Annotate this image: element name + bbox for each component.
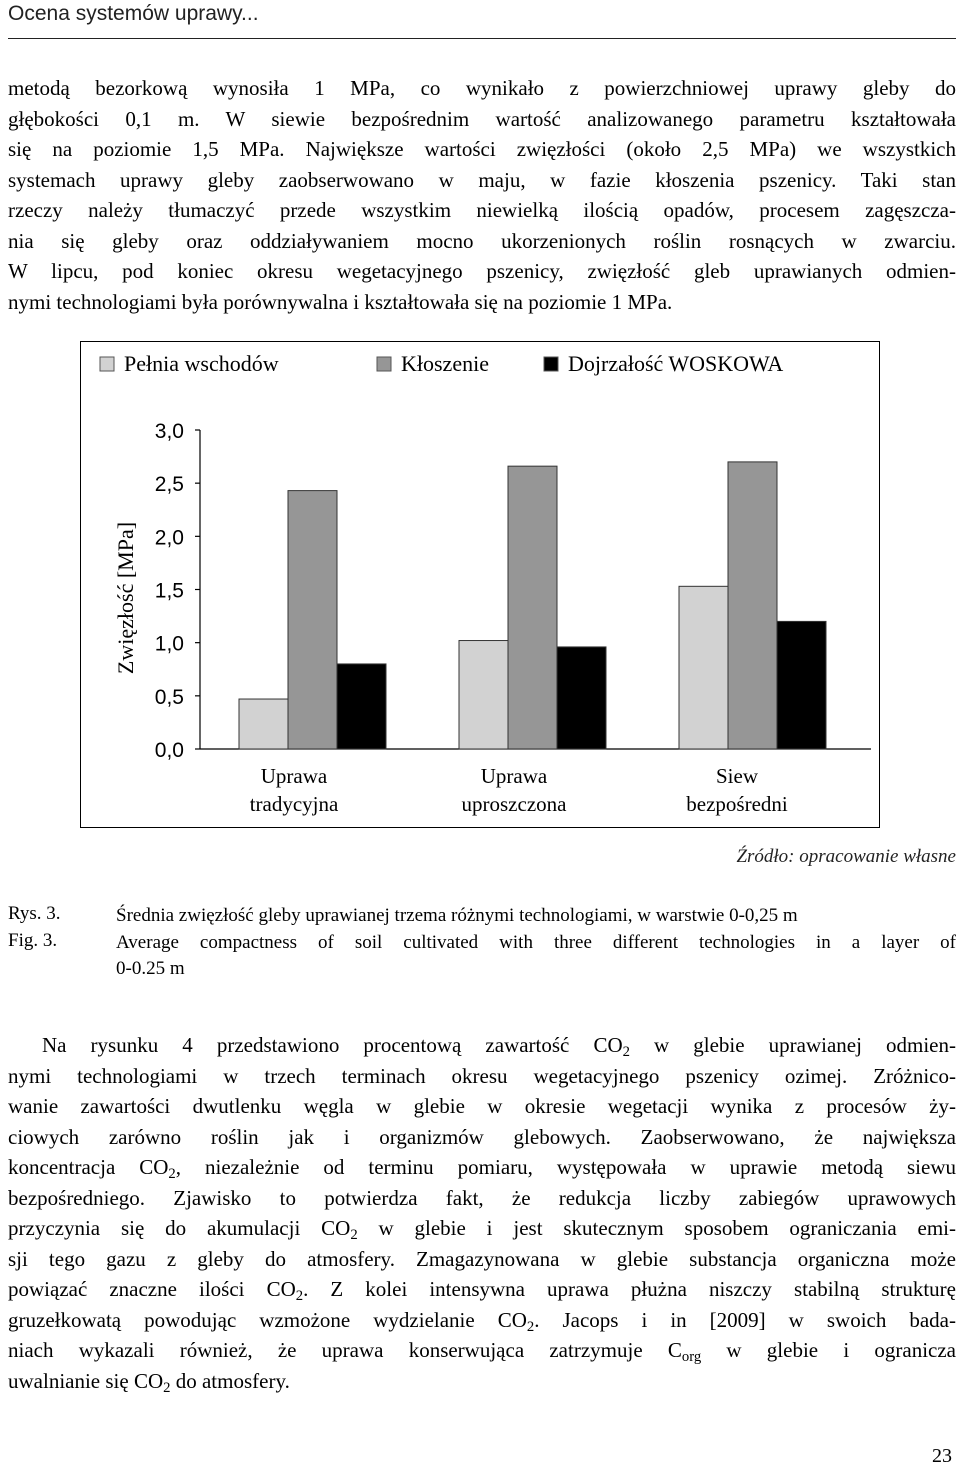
x-category-label: tradycyjna	[249, 792, 339, 816]
legend-label: Kłoszenie	[401, 351, 489, 376]
text-line: przyczynia się do akumulacji $CO_2$ w glebie i jest skutecznym sposobem ograniczania emi-	[8, 1216, 956, 1243]
x-axis-labels	[250, 764, 788, 816]
y-tick-label: 1,0	[154, 632, 184, 656]
y-tick-label: 0,0	[154, 739, 184, 762]
x-category-label: Uprawa	[260, 764, 328, 788]
legend-swatch	[544, 357, 558, 371]
text-line: powiązać znaczne ilości $CO_2$. Z kolei intensywna uprawa płużna niszczy stabilną strukturę	[8, 1277, 956, 1304]
chart-canvas	[81, 342, 879, 827]
bar	[679, 586, 728, 749]
paragraph-compactness	[8, 73, 956, 317]
text-line: nia się gleby oraz oddziaływaniem mocno ukorzenionych roślin rosnących w zwarciu.	[8, 228, 956, 253]
text-line: gruzełkowatą powodując wzmożone wydzielanie $CO_2$. Jacops i in [2009] w swoich bada-	[8, 1307, 956, 1335]
text-line: nymi technologiami w trzech terminach okresu wegetacyjnego pszenicy ozimej. Zróżnico-	[8, 1063, 956, 1088]
paragraph-co2	[8, 1030, 956, 1396]
text-line: rzeczy należy tłumaczyć przede wszystkim niewielką ilością opadów, procesem zagęszcza-	[8, 198, 956, 222]
legend-swatch	[100, 357, 114, 371]
running-header: Ocena systemów uprawy...	[8, 2, 259, 25]
text-line: systemach uprawy gleby zaobserwowano w maju, w fazie kłoszenia pszenicy. Taki stan	[8, 167, 956, 192]
text-line: wanie zawartości dwutlenku węgla w glebie w okresie wegetacji wynika z procesów ży-	[8, 1094, 956, 1118]
chart-bars	[239, 462, 826, 749]
caption-label-en: Fig. 3.	[8, 930, 58, 951]
legend-label: Pełnia wschodów	[124, 351, 279, 376]
text-line: sji tego gazu z gleby do atmosfery. Zmagazynowana w glebie substancja organiczna może	[8, 1246, 956, 1271]
bar	[777, 621, 826, 749]
caption-line: Average compactness of soil cultivated with three different technologies in a layer of	[116, 932, 956, 953]
y-tick-label: 2,0	[154, 526, 184, 550]
figure-source: Źródło: opracowanie własne	[736, 846, 956, 867]
caption-line: 0-0.25 m	[116, 958, 185, 979]
y-tick-label: 1,5	[154, 579, 184, 603]
y-tick-label: 0,5	[154, 685, 184, 709]
y-axis-label: Zwięzłość [MPa]	[113, 521, 138, 675]
text-line: koncentracja $CO_2$, niezależnie od terminu pomiaru, występowała w uprawie metodą siewu	[8, 1155, 956, 1182]
bar	[459, 641, 508, 749]
x-category-label: uproszczona	[461, 792, 567, 816]
compactness-bar-chart	[80, 341, 880, 828]
caption-text-pl: Średnia zwięzłość gleby uprawianej trzema różnymi technologiami, w warstwie 0-0,25 m	[116, 905, 798, 926]
page-number: 23	[932, 1445, 952, 1467]
text-line: nymi technologiami była porównywalna i kształtowała się na poziomie 1 MPa.	[8, 289, 673, 314]
text-line: uwalnianie się $CO_2$ do atmosfery.	[8, 1368, 290, 1396]
bar	[288, 491, 337, 749]
bar	[557, 647, 606, 749]
header-rule	[8, 38, 956, 39]
text-line: bezpośredniego. Zjawisko to potwierdza fakt, że redukcja liczby zabiegów uprawowych	[8, 1185, 956, 1210]
y-tick-label: 3,0	[154, 420, 184, 443]
x-category-label: Siew	[716, 764, 758, 788]
x-category-label: Uprawa	[480, 764, 548, 788]
bar	[728, 462, 777, 749]
text-line: niach wykazali również, że uprawa konserwująca zatrzymuje $C_{org}$ w glebie i ogranicza	[8, 1338, 956, 1365]
text-line: ciowych zarówno roślin jak i organizmów glebowych. Zaobserwowano, że największa	[8, 1124, 956, 1149]
y-tick-label: 2,5	[154, 473, 184, 497]
text-line: Na rysunku 4 przedstawiono procentową zawartość $CO_2$ w glebie uprawianej odmien-	[42, 1033, 956, 1060]
text-line: W lipcu, pod koniec okresu wegetacyjnego pszenicy, zwięzłość gleb uprawianych odmien-	[8, 259, 956, 283]
caption-text-en	[116, 930, 956, 982]
x-category-label: bezpośredni	[686, 792, 788, 816]
text-line: metodą bezorkową wynosiła 1 MPa, co wynikało z powierzchniowej uprawy gleby do	[8, 76, 956, 100]
bar	[337, 664, 386, 749]
legend-label: Dojrzałość WOSKOWA	[568, 351, 784, 376]
legend-swatch	[377, 357, 391, 371]
bar	[239, 699, 288, 749]
bar	[508, 466, 557, 749]
text-line: głębokości 0,1 m. W siewie bezpośrednim wartość analizowanego parametru kształtowała	[8, 106, 956, 131]
chart-legend	[100, 351, 783, 376]
caption-label-pl: Rys. 3.	[8, 903, 61, 924]
text-line: się na poziomie 1,5 MPa. Największe wartości zwięzłości (około 2,5 MPa) we wszystkich	[8, 137, 956, 161]
